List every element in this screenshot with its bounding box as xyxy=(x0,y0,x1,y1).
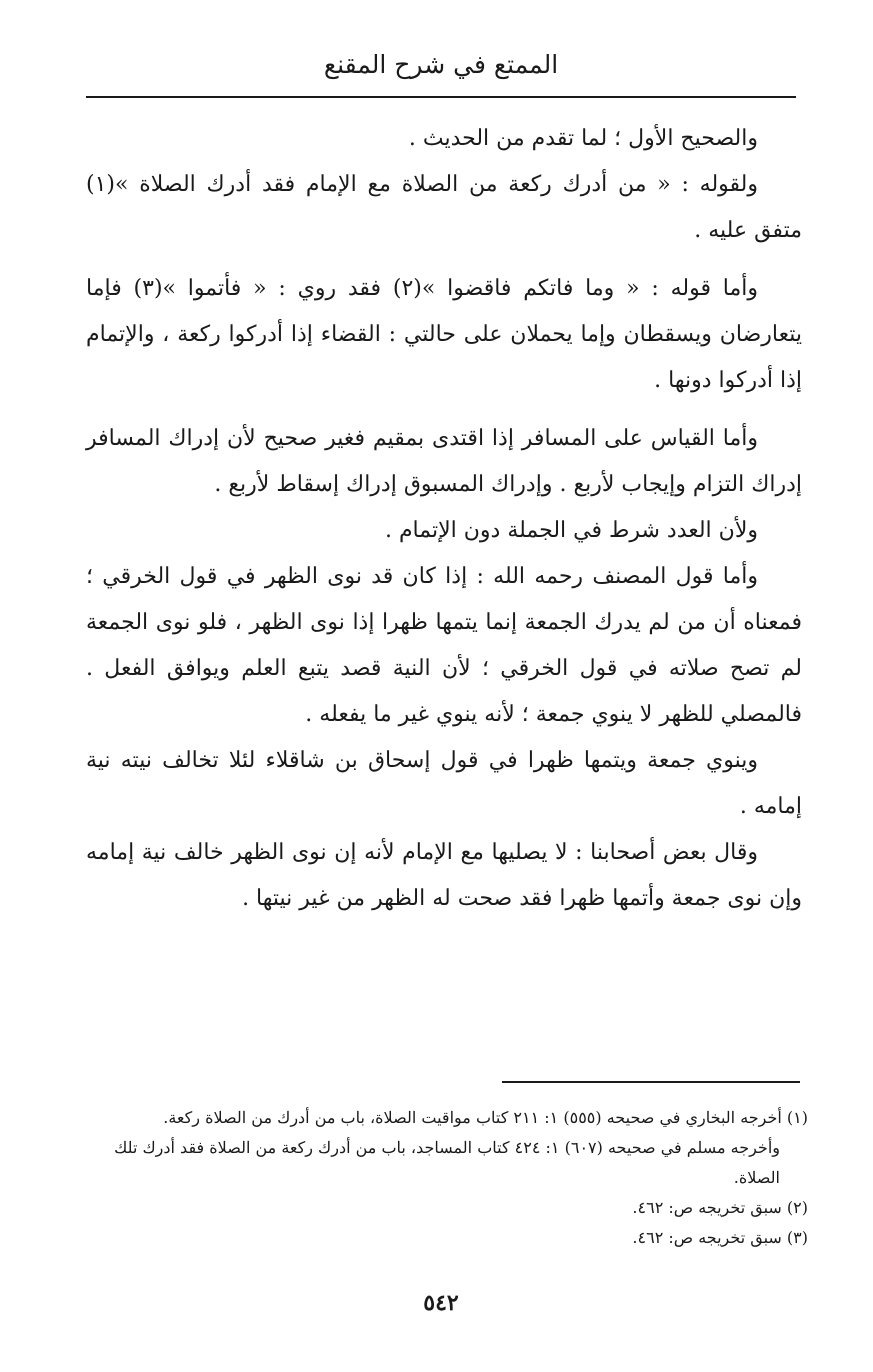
footnotes xyxy=(96,1103,808,1253)
running-header: الممتع في شرح المقنع xyxy=(323,50,559,79)
paragraph: وينوي جمعة ويتمها ظهرا في قول إسحاق بن شاقلاء لئلا تخالف نيته نية إمامه . xyxy=(86,748,802,819)
paragraph: والصحيح الأول ؛ لما تقدم من الحديث . xyxy=(408,126,758,151)
paragraph: وأما القياس على المسافر إذا اقتدى بمقيم فغير صحيح لأن إدراك المسافر إدراك التزام وإيجاب لأربع . وإدراك المسبوق إدراك إسقاط لأربع . xyxy=(86,426,802,497)
footnote-1: (١) أخرجه البخاري في صحيحه (٥٥٥) ١: ٢١١ كتاب مواقيت الصلاة، باب من أدرك من الصلاة ركعة. xyxy=(163,1108,808,1127)
paragraph: وقال بعض أصحابنا : لا يصليها مع الإمام لأنه إن نوى الظهر خالف نية إمامه وإن نوى جمعة وأتمها ظهرا فقد صحت له الظهر من غير نيتها . xyxy=(86,840,802,911)
page-number: ٥٤٢ xyxy=(423,1290,459,1316)
paragraph: ولأن العدد شرط في الجملة دون الإتمام . xyxy=(384,518,758,543)
paragraph: وأما قول المصنف رحمه الله : إذا كان قد نوى الظهر في قول الخرقي ؛ فمعناه أن من لم يدرك الجمعة إنما يتمها ظهرا إذا نوى الظهر ، فلو نوى الجمعة لم تصح صلاته في قول الخرقي ؛ لأن النية قصد يتبع العلم ويوافق الفعل . فالمصلي للظهر لا ينوي جمعة ؛ لأنه ينوي غير ما يفعله . xyxy=(86,564,802,727)
paragraph: وأما قوله : « وما فاتكم فاقضوا »(٢) فقد روي : « فأتموا »(٣) فإما يتعارضان ويسقطان وإما يحملان على حالتي : القضاء إذا أدركوا ركعة ، والإتمام إذا أدركوا دونها . xyxy=(86,276,802,393)
main-text xyxy=(86,116,802,922)
footnote-rule xyxy=(502,1081,800,1083)
footnote-2: (٢) سبق تخريجه ص: ٤٦٢. xyxy=(632,1198,808,1217)
footnote-1-continuation: وأخرجه مسلم في صحيحه (٦٠٧) ١: ٤٢٤ كتاب المساجد، باب من أدرك ركعة من الصلاة فقد أدرك تلك الصلاة. xyxy=(114,1138,780,1187)
footnote-3: (٣) سبق تخريجه ص: ٤٦٢. xyxy=(632,1228,808,1247)
header-rule xyxy=(86,96,796,98)
paragraph: ولقوله : « من أدرك ركعة من الصلاة مع الإمام فقد أدرك الصلاة »(١) متفق عليه . xyxy=(86,172,802,243)
